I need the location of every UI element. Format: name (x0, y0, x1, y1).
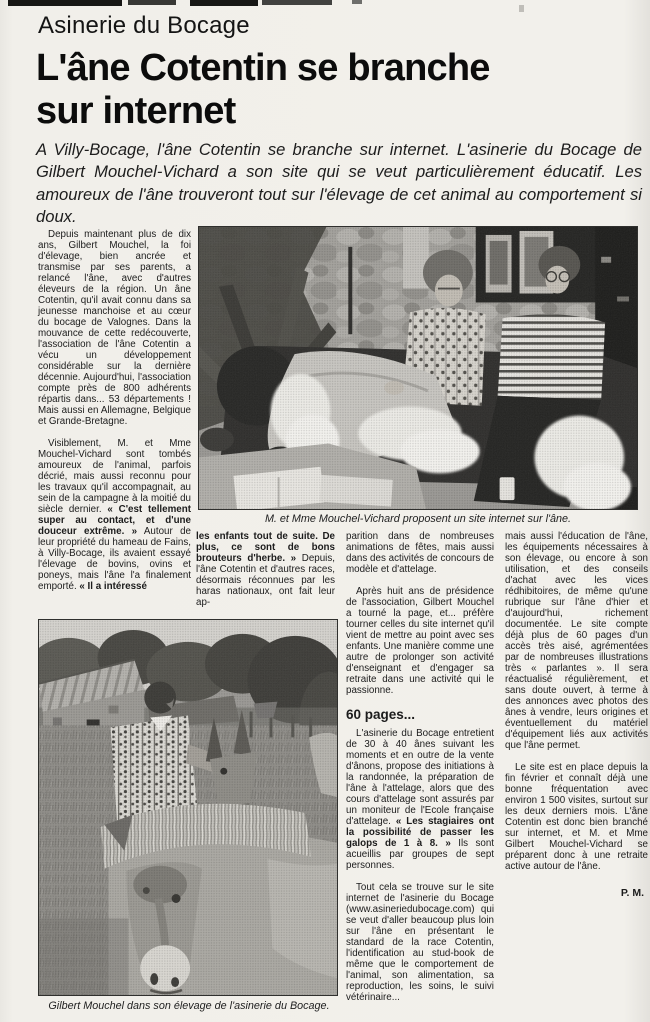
paragraph: parition dans de nombreuses animations de fêtes, mais aussi dans des activités de concours de modèle et d'attelage. (346, 531, 494, 575)
headline-line-1: L'âne Cotentin se branche (36, 47, 490, 89)
text-run: Depuis, l'âne Cotentin et d'autres races, désormais réconnues par les haras nationaux, ont fait leur ap- (196, 553, 335, 608)
scan-artifact-bar (352, 0, 362, 4)
paragraph (196, 531, 335, 608)
scan-speck (519, 5, 524, 12)
paragraph: Tout cela se trouve sur le site internet de l'asinerie du Bocage (www.asineriedubocage.com) qui se veut d'aller beaucoup plus loin sur l'âne en présentant le standard de la race Cotentin, l'identification au stud-book de même que le comportement de l'animal, son alimentation, sa reproduction, les soins, le suivi vétérinaire... (346, 882, 494, 1003)
byline: P. M. (620, 887, 644, 899)
photo-couple-caption: M. et Mme Mouchel-Vichard proposent un site internet sur l'âne. (264, 513, 572, 525)
photo-donkeys-illustration (39, 620, 337, 995)
headline-line-2: sur internet (36, 89, 236, 132)
kicker: Asinerie du Bocage (38, 12, 250, 39)
scan-artifact-bar (8, 0, 122, 6)
article-column-2 (196, 531, 335, 608)
film-grain (199, 227, 637, 509)
bold-quote: « C'est tellement super au contact, et d'une douceur extrême. » (38, 504, 192, 537)
text-run: L'asinerie du Bocage entretient de 30 à 40 ânes suivant les moments et en outre de la vente d'ânons, propose des initiations à la randonnée, la préparation de l'âne à l'attelage, alors que des cours d'attelage sont assurés par un moniteur de l'Ecole française d'attelage. (346, 728, 494, 827)
article-column-4 (505, 531, 648, 899)
paragraph: Depuis maintenant plus de dix ans, Gilbert Mouchel, la foi d'élevage, bien ancrée et transmise par ses parents, a relancé l'âne, avec d'autres éleveurs de la région. Un âne Cotentin, qu'il avait connu dans sa jeunesse manchoise et au cœur du bocage de Valognes. Dans la mouvance de cette redécouverte, l'association de l'âne Cotentin a vécu un développement considérable sur la dernière décennie. Aujourd'hui, l'association compte près de 800 adhérents répartis dans... 53 départements ! Mais aussi en Allemagne, Belgique et Grande-Bretagne. (38, 229, 191, 427)
paragraph (346, 728, 494, 871)
paragraph: Le site est en place depuis la fin février et connaît déjà une bonne fréquentation avec environ 1 500 visites, surtout sur les deux derniers mois. L'âne Cotentin est donc bien branché sur internet, et M. et Mme Gilbert Mouchel-Vichard se préparent donc à une retraite active autour de l'âne. (505, 762, 648, 872)
film-grain (39, 620, 337, 995)
article-column-3 (346, 531, 494, 1003)
article-column-1 (38, 229, 191, 592)
bold-quote: les enfants tout de suite. De plus, ce sont de bons brouteurs d'herbe. » (196, 531, 335, 564)
scan-artifact-bar (128, 0, 176, 5)
photo-donkeys-field (38, 619, 338, 996)
lede: A Villy-Bocage, l'âne Cotentin se branche sur internet. L'asinerie du Bocage de Gilbert Mouchel-Vichard a son site qui se veut particulièrement éducatif. Les amoureux de l'âne trouveront tout sur l'élevage de cet animal au comportement si doux. (36, 140, 642, 226)
paragraph: Après huit ans de présidence de l'association, Gilbert Mouchel a tourné la page, et... préfère tourner celles du site internet qu'il vient de mettre au point avec ses enfants. Une manière comme une autre de prolonger son activité d'enseignant et d'engager sa retraite dans une activité qui le passionne. (346, 586, 494, 696)
scan-artifact-bar (262, 0, 332, 5)
photo-couple-illustration (199, 227, 637, 509)
subhead-60-pages: 60 pages... (346, 707, 416, 722)
photo-donkeys-caption: Gilbert Mouchel dans son élevage de l'asinerie du Bocage. (48, 1000, 330, 1012)
headline (36, 47, 616, 132)
photo-couple-sofa (198, 226, 638, 510)
paragraph (38, 438, 191, 592)
bold-quote: « Les stagiaires ont la possibilité de passer les galops de 1 à 8. » (346, 816, 494, 849)
paragraph: mais aussi l'éducation de l'âne, les équipements nécessaires à son élevage, ou encore à son utilisation, et des conseils d'achat avec les vices rédhibitoires, de même qu'une rubrique sur l'âne d'hier et d'aujourd'hui, richement documentée. Le site compte déjà plus de 60 pages d'un accès très aisé, agrémentées par de nombreuses illustrations très « parlantes ». Il sera réactualisé régulièrement, et sans doute ouvert, à terme à des annonces avec photos des ânes à vendre, leurs origines et éventuellement du matériel d'équipement liés aux activités que l'âne permet. (505, 531, 648, 751)
text-run: Ils sont acueillis par groupes de sept personnes. (346, 838, 494, 871)
text-run: Autour de leur propriété du hameau de Fains, à Villy-Bocage, ils avaient essayé l'élevage de bovins, ovins et poneys, mais l'âne l'a finalement emporté. (38, 526, 192, 592)
text-run: Visiblement, M. et Mme Mouchel-Vichard sont tombés amoureux de l'animal, parfois décrié, mais aussi reconnu pour les travaux qu'il accompagnait, au sein de la campagne à la moitié du siècle dernier. (38, 438, 191, 515)
bold-quote: « Il a intéressé (79, 581, 147, 592)
scan-artifact-bar (190, 0, 258, 6)
